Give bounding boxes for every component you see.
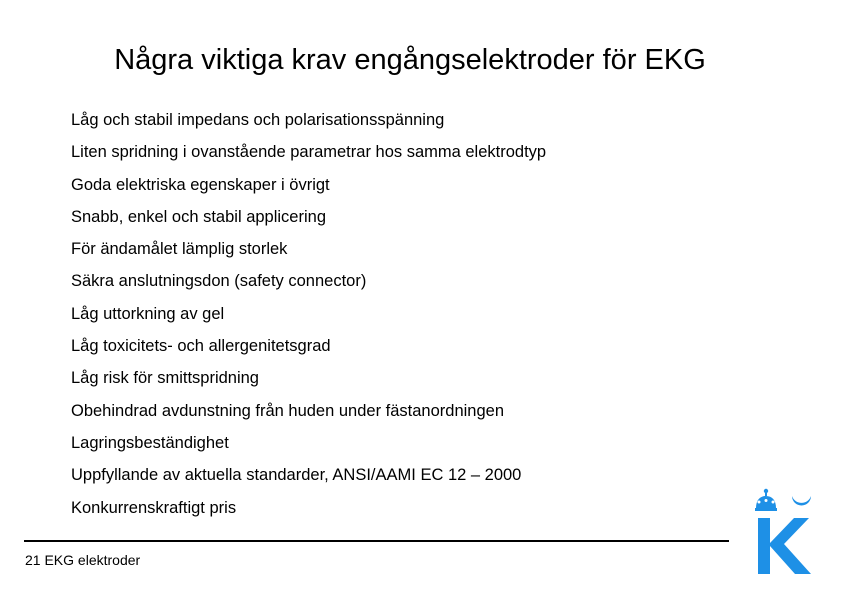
kth-logo-icon <box>748 488 818 578</box>
requirements-list <box>71 104 546 524</box>
list-item: Låg och stabil impedans och polarisationsspänning <box>71 111 445 129</box>
slide-footer: 21 EKG elektroder <box>25 552 141 568</box>
list-item: Lagringsbeständighet <box>71 433 229 452</box>
list-item: Liten spridning i ovanstående parametrar hos samma elektrodtyp <box>71 143 547 162</box>
list-item: Säkra anslutningsdon (safety connector) <box>71 272 367 291</box>
list-item: Goda elektriska egenskaper i övrigt <box>71 175 330 194</box>
footer-divider <box>24 540 729 542</box>
crescent-icon <box>792 496 811 506</box>
slide-title: Några viktiga krav engångselektroder för EKG <box>114 44 706 76</box>
list-item: Låg risk för smittspridning <box>71 369 259 388</box>
crown-icon <box>755 489 777 511</box>
list-item: Låg toxicitets- och allergenitetsgrad <box>71 337 331 356</box>
list-item: Konkurrenskraftigt pris <box>71 498 237 517</box>
list-item: Snabb, enkel och stabil applicering <box>71 207 327 226</box>
list-item: För ändamålet lämplig storlek <box>71 240 288 259</box>
list-item: Obehindrad avdunstning från huden under fästanordningen <box>71 401 504 420</box>
letter-k-icon <box>758 518 811 574</box>
list-item: Uppfyllande av aktuella standarder, ANSI/AAMI EC 12 – 2000 <box>71 466 522 485</box>
list-item: Låg uttorkning av gel <box>71 304 225 323</box>
